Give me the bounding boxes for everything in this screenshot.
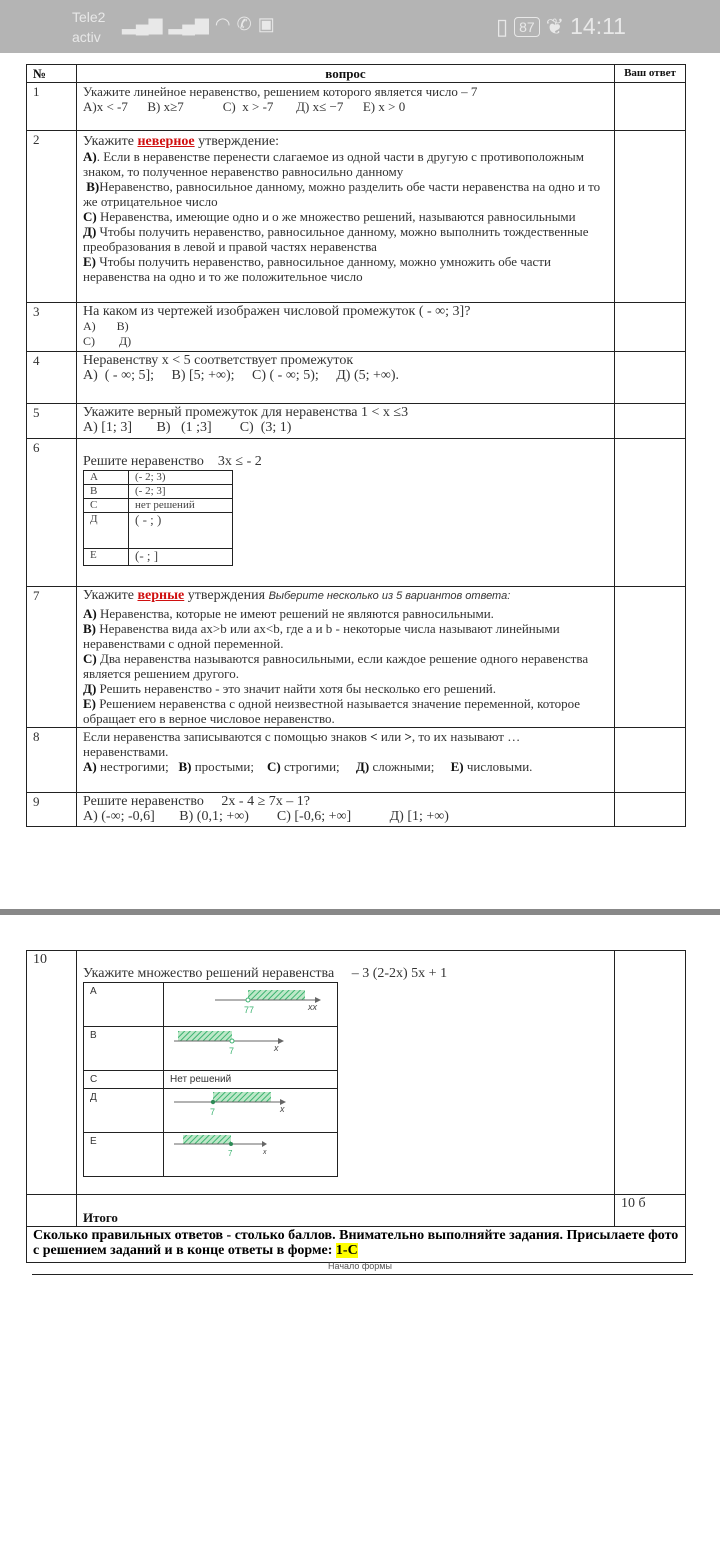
option-key: Д	[84, 1089, 164, 1133]
option-value: нет решений	[129, 499, 233, 513]
q-text: Укажите	[83, 134, 138, 149]
statement: В) Неравенства вида ax>b или ax<b, где a и b - некоторые числа называют линейными неравенствами с одной переменной.	[83, 621, 560, 651]
statement: Е) Чтобы получить неравенство, равносильное данному, можно умножить обе части неравенства на одно и то же положительное число	[83, 254, 551, 284]
q-num: 7	[27, 587, 77, 728]
q-num: 8	[27, 728, 77, 793]
number-line-e	[164, 1133, 338, 1177]
carrier-name: Tele2	[72, 9, 106, 25]
axis-label: x	[263, 1149, 267, 1156]
axis-label: x	[280, 1104, 285, 1114]
q-text: Неравенству x < 5 соответствует промежуток	[83, 353, 354, 368]
number-line-a	[164, 983, 338, 1027]
form-divider	[32, 1274, 693, 1275]
notification-icon: ▣	[257, 14, 275, 34]
answer-cell[interactable]	[615, 404, 686, 439]
question-row-7	[27, 587, 686, 728]
clock: 14:11	[570, 13, 626, 39]
q-num: 1	[27, 83, 77, 131]
answer-cell[interactable]	[615, 439, 686, 587]
answer-cell[interactable]	[615, 728, 686, 793]
option-value: (- 2; 3]	[129, 485, 233, 499]
q-options: А) (-∞; -0,6] В) (0,1; +∞) С) [-0,6; +∞] Д) [1; +∞)	[83, 809, 449, 824]
q-text: утверждение:	[194, 134, 280, 149]
question-row-8	[27, 728, 686, 793]
status-bar	[0, 0, 720, 53]
statement: А) Неравенства, которые не имеют решений не являются равносильными.	[83, 606, 494, 621]
q-options: А) нестрогими; В) простыми; С) строгими; Д) сложными; Е) числовыми.	[83, 759, 533, 774]
page-divider	[0, 909, 720, 915]
q-text: На каком из чертежей изображен числовой промежуток ( - ∞; 3]?	[83, 304, 471, 319]
question-row-1	[27, 83, 686, 131]
q-num: 6	[27, 439, 77, 587]
q-text: Если неравенства записываются с помощью знаков < или >, то их называют … неравенствами.	[83, 729, 521, 759]
axis-label: xx	[308, 1002, 317, 1012]
question-row-4	[27, 352, 686, 404]
total-label: Итого	[77, 1195, 615, 1227]
option-key: Е	[84, 1133, 164, 1177]
statement: А). Если в неравенстве перенести слагаемое из одной части в другую с противоположным знаком, то полученное неравенство равносильно данному	[83, 149, 585, 179]
answer-cell[interactable]	[615, 951, 686, 1195]
options-table	[83, 982, 338, 1177]
statement: С) Неравенства, имеющие одно и о же множество решений, называются равносильными	[83, 209, 576, 224]
answer-cell[interactable]	[615, 587, 686, 728]
q-num: 3	[27, 303, 77, 352]
answer-cell[interactable]	[615, 131, 686, 303]
answer-cell[interactable]	[615, 352, 686, 404]
signal2-icon: ▂▄▆	[168, 14, 209, 34]
option-key: С	[84, 499, 129, 513]
instructions: Сколько правильных ответов - столько баллов. Внимательно выполняйте задания. Присылаете фото с решением заданий и в конце ответы в форме: 1-С	[27, 1227, 686, 1263]
col-question: вопрос	[77, 65, 615, 83]
option-value: Нет решений	[164, 1071, 338, 1089]
footer-row	[27, 1227, 686, 1263]
option-key: А	[84, 471, 129, 485]
q-options: С) Д)	[83, 334, 132, 348]
option-key: С	[84, 1071, 164, 1089]
point-label: 7	[228, 1149, 233, 1158]
point-label: 7	[229, 1046, 235, 1056]
q-options: А) В)	[83, 319, 129, 333]
option-value: (- 2; 3)	[129, 471, 233, 485]
wifi-icon: ◠	[214, 14, 231, 34]
statement: В)Неравенство, равносильное данному, можно разделить обе части неравенства на одно и то же отрицательное число	[83, 179, 601, 209]
signal-icon: ▂▄▆	[122, 14, 163, 34]
questions-table	[26, 64, 686, 827]
q-text: утверждения	[184, 588, 269, 603]
q-text: Укажите	[83, 588, 138, 603]
options-table	[83, 470, 233, 566]
carrier-sub: activ	[72, 29, 101, 45]
total-value: 10 б	[615, 1195, 686, 1227]
answer-cell[interactable]	[615, 303, 686, 352]
point-label: 77	[244, 1005, 255, 1015]
questions-table-2	[26, 950, 686, 1263]
col-answer: Ваш ответ	[615, 65, 686, 83]
q-text: Укажите верный промежуток для неравенства 1 < x ≤3	[83, 405, 409, 420]
whatsapp-icon: ✆	[236, 14, 252, 34]
carrier	[72, 7, 105, 47]
axis-label: x	[274, 1043, 279, 1053]
total-row	[27, 1195, 686, 1227]
statement: С) Два неравенства называются равносильными, если каждое решение одного неравенства является решением другого.	[83, 651, 589, 681]
q-options: А) ( - ∞; 5]; В) [5; +∞); С) ( - ∞; 5); Д) (5; +∞).	[83, 368, 400, 383]
option-value: ( - ; )	[129, 513, 233, 549]
q-emphasis: верные	[137, 588, 185, 603]
option-key: А	[84, 983, 164, 1027]
answer-cell[interactable]	[615, 83, 686, 131]
q-hint: Выберите несколько из 5 вариантов ответа:	[268, 590, 511, 602]
question-row-9	[27, 793, 686, 827]
answer-cell[interactable]	[615, 793, 686, 827]
q-num: 10	[27, 951, 77, 1195]
option-key: Д	[84, 513, 129, 549]
number-line-b	[164, 1027, 338, 1071]
answer-format-example: 1-С	[335, 1243, 358, 1258]
q-options: А) [1; 3] В) (1 ;3] С) (3; 1)	[83, 420, 292, 435]
battery-icon: 87	[514, 17, 540, 37]
option-key: Е	[84, 549, 129, 566]
col-number: №	[27, 65, 77, 83]
question-row-6	[27, 439, 686, 587]
question-row-3	[27, 303, 686, 352]
q-options: А)x < -7 В) x≥7 С) x > -7 Д) x≤ −7 Е) x > 0	[83, 99, 406, 114]
q-text: Решите неравенство 3x ≤ - 2	[83, 454, 262, 469]
point-label: 7	[210, 1107, 216, 1117]
leaf-icon: ❦	[545, 13, 565, 39]
option-key: В	[84, 1027, 164, 1071]
q-num: 5	[27, 404, 77, 439]
question-row-5	[27, 404, 686, 439]
q-num: 2	[27, 131, 77, 303]
number-line-d	[164, 1089, 338, 1133]
statement: Е) Решением неравенства с одной неизвестной называется значение переменной, которое обращает его в верное числовое неравенство.	[83, 696, 581, 726]
statement: Д) Решить неравенство - это значит найти хотя бы несколько его решений.	[83, 681, 496, 696]
q-emphasis: неверное	[137, 134, 195, 149]
statement: Д) Чтобы получить неравенство, равносильное данному, можно выполнить тождественные преобразования в левой и правой частях неравенства	[83, 224, 589, 254]
q-text: Решите неравенство 2x - 4 ≥ 7x – 1?	[83, 794, 310, 809]
form-start-label: Начало формы	[328, 1261, 392, 1271]
q-text: Укажите множество решений неравенства – 3 (2-2x) 5x + 1	[83, 966, 448, 981]
option-value: (- ; ]	[129, 549, 233, 566]
question-row-10	[27, 951, 686, 1195]
option-key: В	[84, 485, 129, 499]
vibrate-icon: ▯	[496, 13, 509, 39]
q-num: 4	[27, 352, 77, 404]
question-row-2	[27, 131, 686, 303]
q-text: Укажите линейное неравенство, решением которого является число – 7	[83, 84, 478, 99]
q-num: 9	[27, 793, 77, 827]
